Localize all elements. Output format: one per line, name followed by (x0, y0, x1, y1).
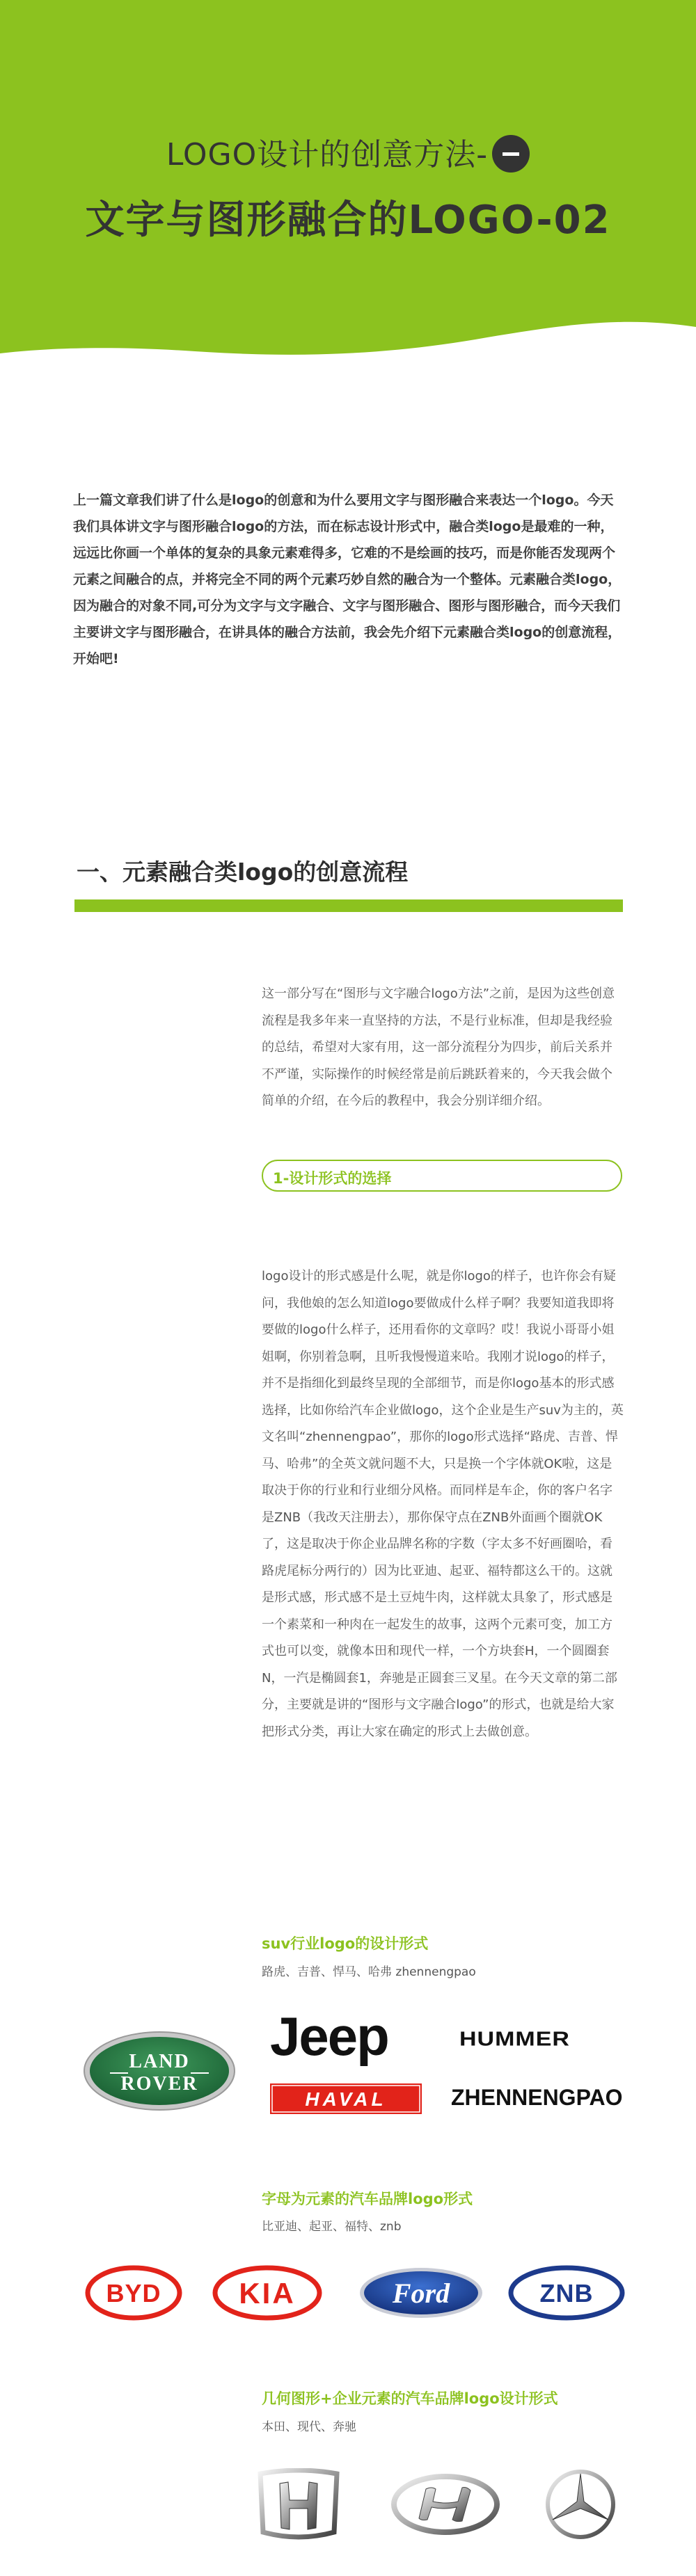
group-subtitle-suv: 路虎、吉普、悍马、哈弗 zhennengpao (262, 1965, 476, 1979)
byd-logo (85, 2265, 182, 2321)
header-title-line1: LOGO设计的创意方法- (0, 129, 696, 175)
section-paragraph-2: logo设计的形式感是什么呢，就是你logo的样子，也许你会有疑问，我他娘的怎么知道logo要做成什么样子啊？我要知道我即将要做的logo什么样子，还用看你的文章吗？哎！我说小哥哥小姐姐啊，你别着急啊，且听我慢慢道来哈。我刚才说logo的样子，并不是指细化到最终呈现的全部细节，而是你logo基本的形式感选择，比如你给汽车企业做logo，这个企业是生产suv为主的，英文名叫“zhennengpao”，那你的logo形式选择“路虎、吉普、悍马、哈弗”的全英文就问题不大，只是换一个字体就OK啦，这是取决于你的行业和行业细分风格。而同样是车企，你的客户名字是ZNB（我改天注册去），那你保守点在ZNB外面画个圈就OK了，这是取决于你企业品牌名称的字数（字太多不好画圈哈，看路虎尾标分两行的）因为比亚迪、起亚、福特都这么干的。这就是形式感，形式感不是土豆炖牛肉，这样就太具象了，形式感是一个素菜和一种肉在一起发生的故事，这两个元素可变，加工方式也可以变，就像本田和现代一样，一个方块套H，一个圆圈套N，一汽是椭圆套1，奔驰是正圆套三叉星。在今天文章的第二部分，主要就是讲的“图形与文字融合logo”的形式，也就是给大家把形式分类，再让大家在确定的形式上去做创意。 (262, 1269, 624, 1739)
landrover-logo (82, 2030, 237, 2112)
circled-number-one-icon (492, 135, 530, 173)
kia-text: KIA (239, 2277, 296, 2310)
zhennengpao-logo: ZHENNENGPAO (451, 2085, 623, 2110)
znb-logo (508, 2265, 625, 2321)
header-title-line2: 文字与图形融合的LOGO-02 (85, 198, 611, 243)
step-label: 1-设计形式的选择 (273, 1170, 392, 1187)
mercedes-star-icon (544, 2468, 617, 2541)
step-label-pill (262, 1160, 622, 1192)
hyundai-icon (390, 2472, 501, 2536)
group-title-suv: suv行业logo的设计形式 (262, 1935, 429, 1952)
ford-text: Ford (392, 2278, 450, 2309)
landrover-text-line1: LAND (129, 2051, 190, 2072)
haval-text: HAVAL (305, 2088, 387, 2110)
intro-paragraph: 上一篇文章我们讲了什么是logo的创意和为什么要用文字与图形融合来表达一个logo。今天我们具体讲文字与图形融合logo的方法，而在标志设计形式中，融合类logo是最难的一种，远远比你画一个单体的复杂的具象元素难得多，它难的不是绘画的技巧，而是你能否发现两个元素之间融合的点，并将完全不同的两个元素巧妙自然的融合为一个整体。元素融合类logo，因为融合的对象不同,可分为文字与文字融合、文字与图形融合、图形与图形融合，而今天我们主要讲文字与图形融合，在讲具体的融合方法前，我会先介绍下元素融合类logo的创意流程，开始吧! (73, 493, 622, 666)
honda-icon (256, 2468, 341, 2541)
hummer-logo: HUMMER (459, 2027, 570, 2051)
landrover-text-line2: ROVER (120, 2073, 198, 2095)
group-subtitle-geometric: 本田、现代、奔驰 (262, 2420, 356, 2434)
section-paragraph-1: 这一部分写在“图形与文字融合logo方法”之前，是因为这些创意流程是我多年来一直坚持的方法，不是行业标准，但却是我经验的总结，希望对大家有用，这一部分流程分为四步，前后关系并不严谨，实际操作的时候经常是前后跳跃着来的，今天我会做个简单的介绍，在今后的教程中，我会分别详细介绍。 (262, 986, 615, 1108)
jeep-logo: Jeep (270, 2006, 388, 2067)
kia-logo (212, 2265, 322, 2321)
group-title-geometric: 几何图形+企业元素的汽车品牌logo设计形式 (262, 2390, 558, 2407)
byd-text: BYD (106, 2279, 161, 2307)
ford-logo (358, 2266, 484, 2319)
group-title-letters: 字母为元素的汽车品牌logo形式 (262, 2191, 473, 2207)
znb-text: ZNB (539, 2279, 594, 2307)
section-title: 一、元素融合类logo的创意流程 (77, 858, 409, 886)
header-banner (0, 0, 696, 390)
group-subtitle-letters: 比亚迪、起亚、福特、znb (262, 2220, 402, 2234)
section-underline-bar (74, 899, 623, 912)
haval-logo (270, 2083, 422, 2114)
